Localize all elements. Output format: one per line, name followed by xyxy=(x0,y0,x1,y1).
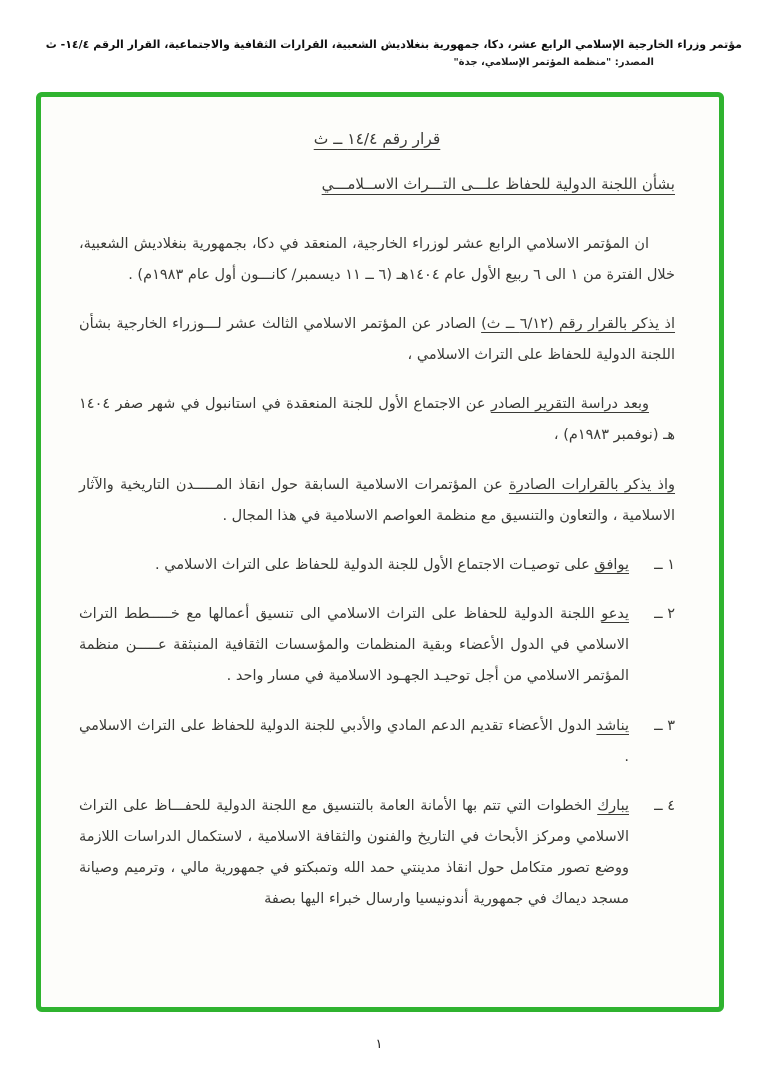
header-source: المصدر: "منظمة المؤتمر الإسلامي، جدة" xyxy=(453,56,654,68)
page-number: ١ xyxy=(375,1037,383,1052)
list-item xyxy=(79,791,675,916)
item-rest: الخطوات التي تتم بها الأمانة العامة بالتنسيق مع اللجنة الدولية للحفـــاظ على التراث الاسلامي ومركز الأبحاث في التاريخ والفنون والثقافة الاسلامية ، لاستكمال الدراسات اللازمة ووضع تصور متكامل حول انقاذ مدينتي حمد الله وتمبكتو في جمهورية مالي ، وترميم وصيانة مسجد ديماك في جمهورية أندونيسيا وارسال خبراء اليها بصفة xyxy=(79,797,629,908)
item-text xyxy=(79,791,629,916)
report-paragraph xyxy=(79,389,675,451)
item-rest: الدول الأعضاء تقديم الدعم المادي والأدبي للجنة الدولية للحفاظ على التراث الاسلامي . xyxy=(79,717,629,765)
resolution-title-text: قرار رقم ١٤/٤ ــ ث xyxy=(313,130,441,148)
item-text xyxy=(79,711,629,773)
item-number: ٣ ــ xyxy=(654,717,675,734)
item-number: ١ ــ xyxy=(654,556,675,573)
item-rest: اللجنة الدولية للحفاظ على التراث الاسلامي الى تنسيق أعمالها مع خـــــطط التراث الاسلامي في الدول الأعضاء وبقية المنظمات والمؤسسات الثقافية المنبثقة عـــــن منظمة المؤتمر الاسلامي من أجل توحيـد الجهـود الاسلامية في مسار واحد . xyxy=(79,606,629,685)
resolution-subject-row xyxy=(79,168,675,228)
report-text: عن الاجتماع الأول للجنة المنعقدة في استانبول في شهر صفر ١٤٠٤ هـ (نوفمبر ١٩٨٣م) ، xyxy=(79,396,675,444)
item-text xyxy=(79,550,629,581)
recall-2-text: عن المؤتمرات الاسلامية السابقة حول انقاذ المـــــدن التاريخية والآثار الاسلامية ، والتعاون والتنسيق مع منظمة العواصم الاسلامية في هذا المجال . xyxy=(79,476,675,524)
resolution-title xyxy=(79,123,675,156)
item-verb: يدعو xyxy=(601,606,629,623)
report-lead: وبعد دراسة التقرير الصادر xyxy=(490,396,649,413)
header-citation: مؤتمر وزراء الخارجية الإسلامي الرابع عشر، دكا، جمهورية بنغلاديش الشعبية، القرارات الثقافية والاجتماعية، القرار الرقم ١٤/٤- ث xyxy=(45,38,742,51)
document-header xyxy=(16,36,742,68)
resolution-subject: بشأن اللجنة الدولية للحفاظ علـــى التـــراث الاســلامـــي xyxy=(321,175,675,194)
item-text xyxy=(79,599,629,693)
list-item xyxy=(79,550,675,581)
recall-2-lead: واذ يذكر بالقرارات الصادرة xyxy=(508,476,676,493)
item-verb: يناشد xyxy=(596,717,629,734)
item-number: ٤ ــ xyxy=(654,797,675,814)
recall-paragraph-1 xyxy=(79,309,675,371)
item-verb: يبارك xyxy=(597,797,629,814)
item-number: ٢ ــ xyxy=(654,606,675,623)
item-rest: على توصيـات الاجتماع الأول للجنة الدولية للحفاظ على التراث الاسلامي . xyxy=(155,556,595,573)
item-verb: يوافق xyxy=(594,556,629,573)
recall-1-text: الصادر عن المؤتمر الاسلامي الثالث عشر لـــوزراء الخارجية بشأن اللجنة الدولية للحفاظ على التراث الاسلامي ، xyxy=(79,315,675,364)
recall-paragraph-2 xyxy=(79,470,675,532)
preamble-text: ان المؤتمر الاسلامي الرابع عشر لوزراء الخارجية، المنعقد في دكا، بجمهورية بنغلاديش الشعبية، خلال الفترة من ١ الى ٦ ربيع الأول عام ١٤٠٤هـ (٦ ــ ١١ ديسمبر/ كانـــون أول عام ١٩٨٣م) . xyxy=(79,235,675,283)
recall-1-lead: اذ يذكر بالقرار رقم (٦/١٢ ــ ث) xyxy=(481,315,676,332)
green-frame xyxy=(36,92,724,1012)
resolution-items xyxy=(79,550,675,916)
list-item xyxy=(79,711,675,773)
preamble-paragraph xyxy=(79,229,675,291)
list-item xyxy=(79,599,675,693)
document-body xyxy=(41,97,719,1007)
